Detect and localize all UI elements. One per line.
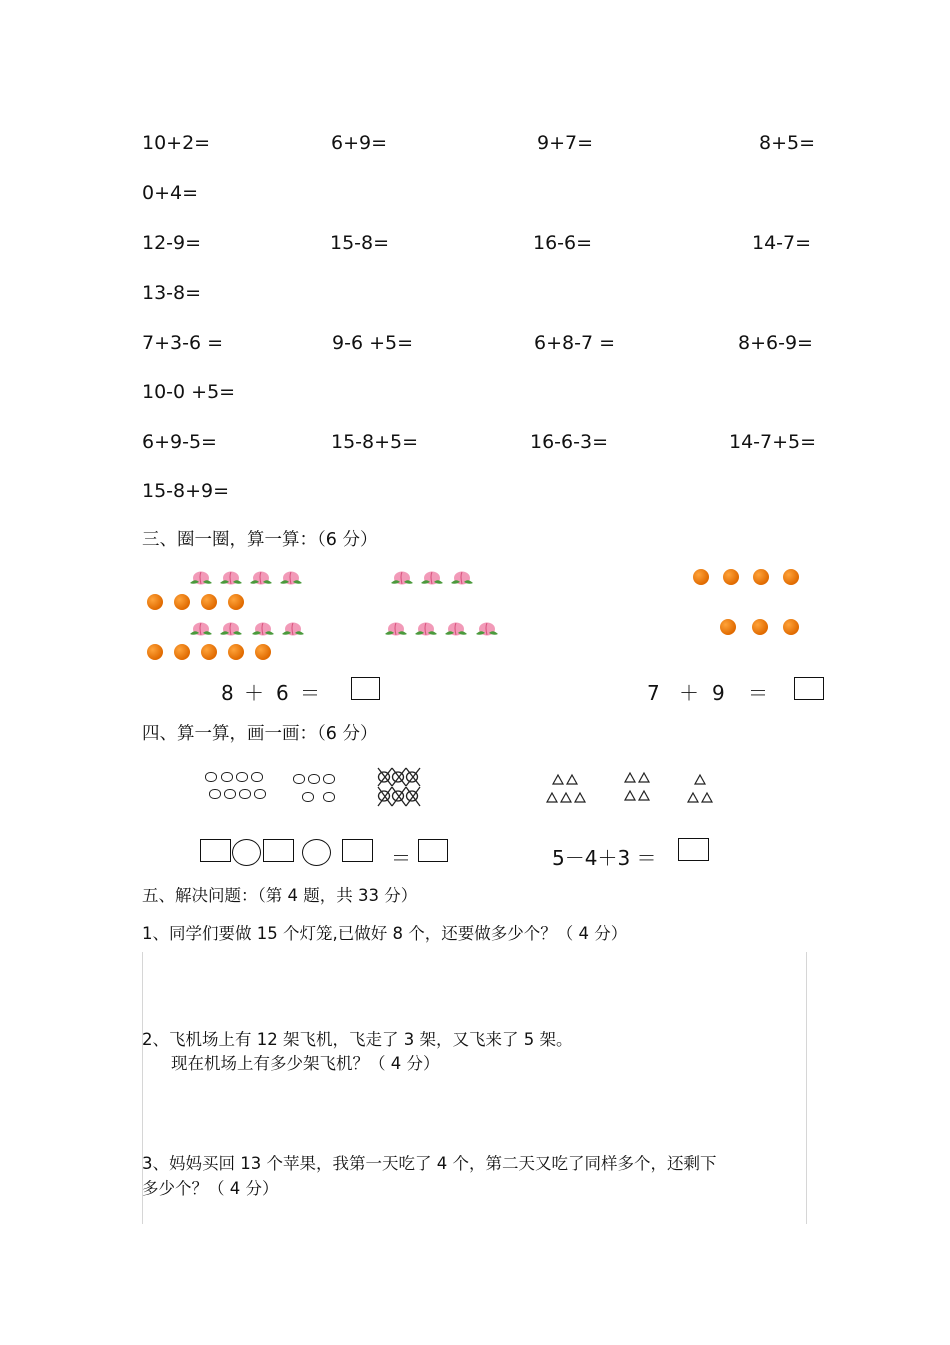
equation-operand: 8 <box>221 681 234 705</box>
equation: 9-6 +5= <box>332 332 414 354</box>
answer-box[interactable] <box>794 677 824 700</box>
answer-box[interactable] <box>678 838 709 861</box>
section5-title: 五、解决问题：（第 4 题，共 33 分） <box>142 886 418 905</box>
equation: 12-9= <box>142 232 202 254</box>
equation-operator: ＝ <box>300 681 320 705</box>
equation-operator: ＋ <box>679 681 699 705</box>
orange-icon <box>752 619 768 635</box>
equation-operator: ＋ <box>244 681 264 705</box>
answer-box[interactable] <box>263 839 294 862</box>
problem-3: 3、妈妈买回 13 个苹果，我第一天吃了 4 个，第二天又吃了同样多个，还剩下 <box>142 1154 717 1173</box>
equation: 16-6-3= <box>530 431 608 453</box>
problem-3-line2: 多少个？（ 4 分） <box>142 1179 279 1198</box>
equation: 15-8+9= <box>142 480 230 502</box>
peach-icon <box>383 619 409 637</box>
triangles-icon <box>546 773 590 805</box>
orange-icon <box>255 644 271 660</box>
answer-area-border-right <box>806 952 807 1224</box>
orange-icon <box>174 644 190 660</box>
operator-circle[interactable] <box>232 839 261 866</box>
section4-title: 四、算一算，画一画：（6 分） <box>142 724 378 744</box>
orange-icon <box>228 594 244 610</box>
equation: 5－4＋3 ＝ <box>552 846 657 870</box>
equation-operator: ＝ <box>748 681 768 705</box>
orange-icon <box>174 594 190 610</box>
answer-area-1[interactable] <box>150 955 800 1025</box>
circle-icon <box>205 772 217 782</box>
orange-icon <box>693 569 709 585</box>
equation-operator: ＝ <box>391 846 411 870</box>
circle-icon <box>293 774 305 784</box>
orange-icon <box>720 619 736 635</box>
peach-icon <box>280 619 306 637</box>
peach-icon <box>419 568 445 586</box>
problem-2: 2、飞机场上有 12 架飞机，飞走了 3 架，又飞来了 5 架。 <box>142 1030 573 1049</box>
peach-icon <box>248 568 274 586</box>
peach-icon <box>278 568 304 586</box>
answer-box[interactable] <box>418 839 448 862</box>
peach-icon <box>474 619 500 637</box>
circle-icon <box>302 792 314 802</box>
equation: 10-0 +5= <box>142 381 236 403</box>
circle-icon <box>323 774 335 784</box>
equation: 6+9-5= <box>142 431 217 453</box>
orange-icon <box>201 594 217 610</box>
circle-icon <box>239 789 251 799</box>
circle-icon <box>323 792 335 802</box>
peach-icon <box>413 619 439 637</box>
answer-box[interactable] <box>200 839 231 862</box>
orange-icon <box>147 644 163 660</box>
peach-icon <box>218 568 244 586</box>
problem-2-line2: 现在机场上有多少架飞机？（ 4 分） <box>171 1054 440 1073</box>
peach-icon <box>188 568 214 586</box>
equation: 0+4= <box>142 182 199 204</box>
equation-operand: 7 <box>647 681 660 705</box>
equation: 8+5= <box>759 132 816 154</box>
crossed-circles-icon <box>376 766 424 808</box>
equation: 6+8-7 = <box>534 332 616 354</box>
orange-icon <box>723 569 739 585</box>
operator-circle[interactable] <box>302 839 331 866</box>
answer-area-3[interactable] <box>150 1205 800 1223</box>
circle-icon <box>221 772 233 782</box>
triangles-icon <box>685 773 717 805</box>
equation-operand: 9 <box>712 681 725 705</box>
circle-icon <box>251 772 263 782</box>
equation: 15-8+5= <box>331 431 419 453</box>
answer-box[interactable] <box>342 839 373 862</box>
peach-icon <box>389 568 415 586</box>
problem-1: 1、同学们要做 15 个灯笼,已做好 8 个，还要做多少个？（ 4 分） <box>142 924 628 943</box>
equation: 8+6-9= <box>738 332 813 354</box>
equation-operand: 6 <box>276 681 289 705</box>
equation: 14-7+5= <box>729 431 817 453</box>
peach-icon <box>218 619 244 637</box>
equation: 16-6= <box>533 232 593 254</box>
equation: 7+3-6 = <box>142 332 224 354</box>
peach-icon <box>449 568 475 586</box>
orange-icon <box>147 594 163 610</box>
peach-icon <box>188 619 214 637</box>
orange-icon <box>783 619 799 635</box>
equation: 13-8= <box>142 282 202 304</box>
circle-icon <box>254 789 266 799</box>
orange-icon <box>783 569 799 585</box>
circle-icon <box>308 774 320 784</box>
circle-icon <box>209 789 221 799</box>
equation: 9+7= <box>537 132 594 154</box>
section3-title: 三、圈一圈，算一算：（6 分） <box>142 530 378 550</box>
equation: 10+2= <box>142 132 211 154</box>
peach-icon <box>443 619 469 637</box>
orange-icon <box>228 644 244 660</box>
triangles-icon <box>622 771 654 803</box>
orange-icon <box>201 644 217 660</box>
equation: 6+9= <box>331 132 388 154</box>
circle-icon <box>236 772 248 782</box>
equation: 15-8= <box>330 232 390 254</box>
peach-icon <box>250 619 276 637</box>
orange-icon <box>753 569 769 585</box>
circle-icon <box>224 789 236 799</box>
answer-area-2[interactable] <box>150 1082 800 1152</box>
equation: 14-7= <box>752 232 812 254</box>
answer-box[interactable] <box>351 677 380 700</box>
